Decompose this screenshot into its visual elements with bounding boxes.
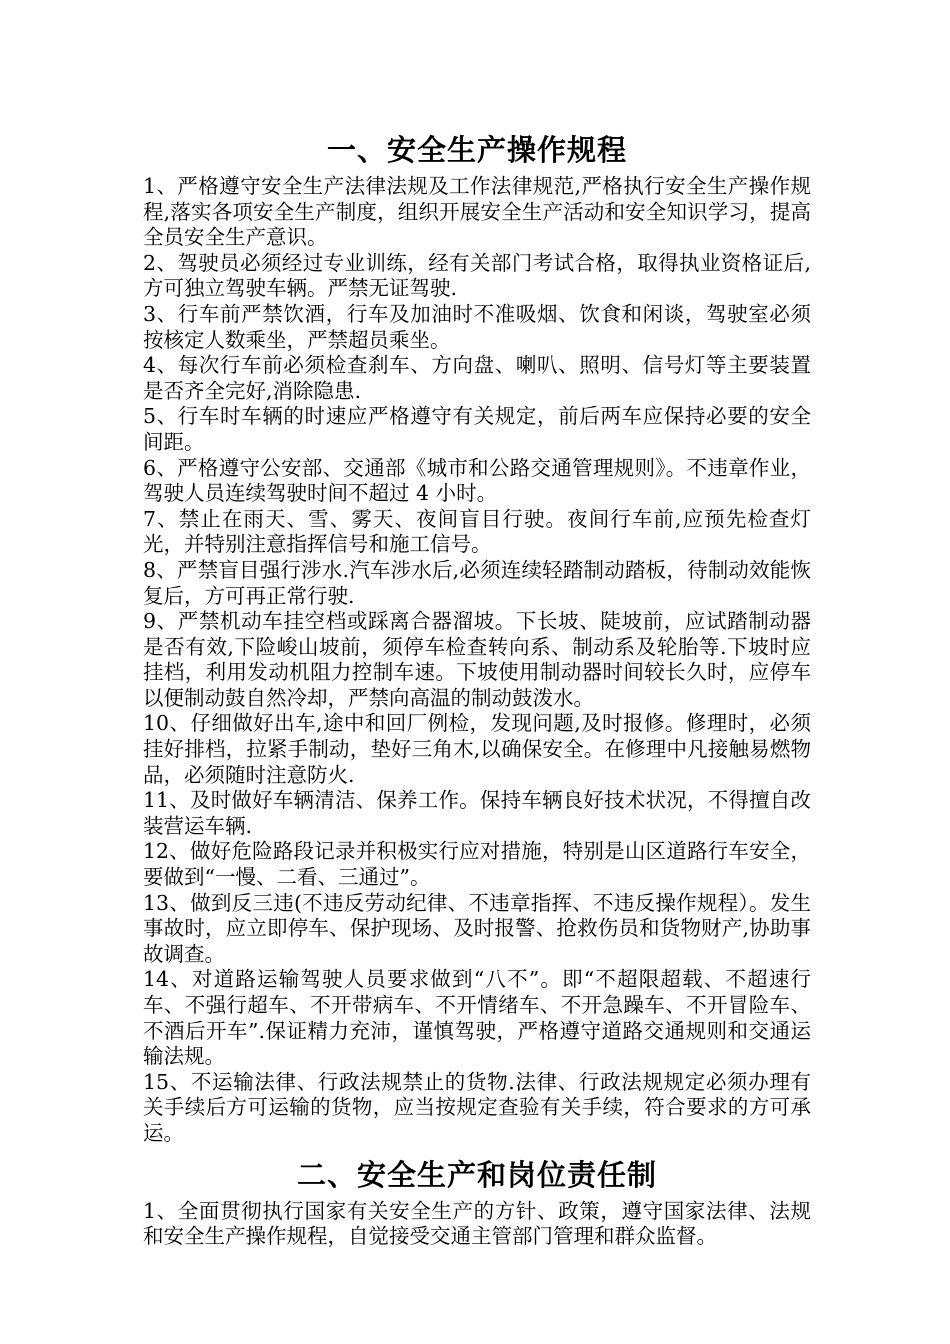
- list-item: 9、严禁机动车挂空档或踩离合器溜坡。下长坡、陡坡前，应试踏制动器是否有效,下险峻山坡前，须停车检查转向系、制动系及轮胎等.下坡时应挂档，利用发动机阻力控制车速。下坡使用制动器时间较长久时，应停车以便制动鼓自然冷却，严禁向高温的制动鼓泼水。: [143, 609, 811, 710]
- document-page: [143, 128, 811, 1250]
- list-item: 3、行车前严禁饮酒，行车及加油时不准吸烟、饮食和闲谈，驾驶室必须按核定人数乘坐，严禁超员乘坐。: [143, 301, 811, 352]
- list-item: 1、全面贯彻执行国家有关安全生产的方针、政策，遵守国家法律、法规和安全生产操作规程，自觉接受交通主管部门管理和群众监督。: [143, 1198, 811, 1249]
- list-item: 4、每次行车前必须检查刹车、方向盘、喇叭、照明、信号灯等主要装置是否齐全完好,消除隐患.: [143, 353, 811, 403]
- operating-rules-list: [143, 174, 811, 1147]
- list-item: 11、及时做好车辆清洁、保养工作。保持车辆良好技术状况，不得擅自改装营运车辆.: [143, 788, 811, 838]
- list-item: 6、严格遵守公安部、交通部《城市和公路交通管理规则》。不违章作业，驾驶人员连续驾驶时间不超过 4 小时。: [143, 455, 811, 506]
- list-item: 13、做到反三违(不违反劳动纪律、不违章指挥、不违反操作规程）。发生事故时，应立即停车、保护现场、及时报警、抢救伤员和货物财产,协助事故调查。: [143, 890, 811, 966]
- list-item: 8、严禁盲目强行涉水.汽车涉水后,必须连续轻踏制动踏板，待制动效能恢复后，方可再正常行驶.: [143, 557, 811, 608]
- list-item: 10、仔细做好出车,途中和回厂例检，发现问题,及时报修。修理时，必须挂好排档，拉紧手制动，垫好三角木,以确保安全。在修理中凡接触易燃物品，必须随时注意防火.: [143, 711, 811, 787]
- list-item: 12、做好危险路段记录并积极实行应对措施，特别是山区道路行车安全，要做到“一慢、二看、三通过”。: [143, 839, 811, 890]
- section-title-responsibility-system: 二、安全生产和岗位责任制: [296, 1157, 657, 1192]
- responsibility-system-list: [143, 1199, 811, 1250]
- list-item: 5、行车时车辆的时速应严格遵守有关规定，前后两车应保持必要的安全间距。: [143, 404, 811, 454]
- list-item: 15、不运输法律、行政法规禁止的货物.法律、行政法规规定必须办理有关手续后方可运输的货物，应当按规定查验有关手续，符合要求的方可承运。: [143, 1069, 811, 1145]
- section-title-operating-rules: 一、安全生产操作规程: [326, 133, 627, 167]
- list-item: 7、禁止在雨天、雪、雾天、夜间盲目行驶。夜间行车前,应预先检查灯光，并特别注意指挥信号和施工信号。: [143, 506, 811, 557]
- list-item: 14、对道路运输驾驶人员要求做到“八不”。即“不超限超载、不超速行车、不强行超车、不开带病车、不开情绪车、不开急躁车、不开冒险车、不酒后开车”.保证精力充沛，谨慎驾驶，严格遵守道路交通规则和交通运输法规。: [143, 967, 811, 1069]
- list-item: 2、驾驶员必须经过专业训练，经有关部门考试合格，取得执业资格证后,方可独立驾驶车辆。严禁无证驾驶.: [143, 250, 811, 301]
- list-item: 1、严格遵守安全生产法律法规及工作法律规范,严格执行安全生产操作规程,落实各项安全生产制度，组织开展安全生产活动和安全知识学习，提高全员安全生产意识。: [143, 174, 811, 250]
